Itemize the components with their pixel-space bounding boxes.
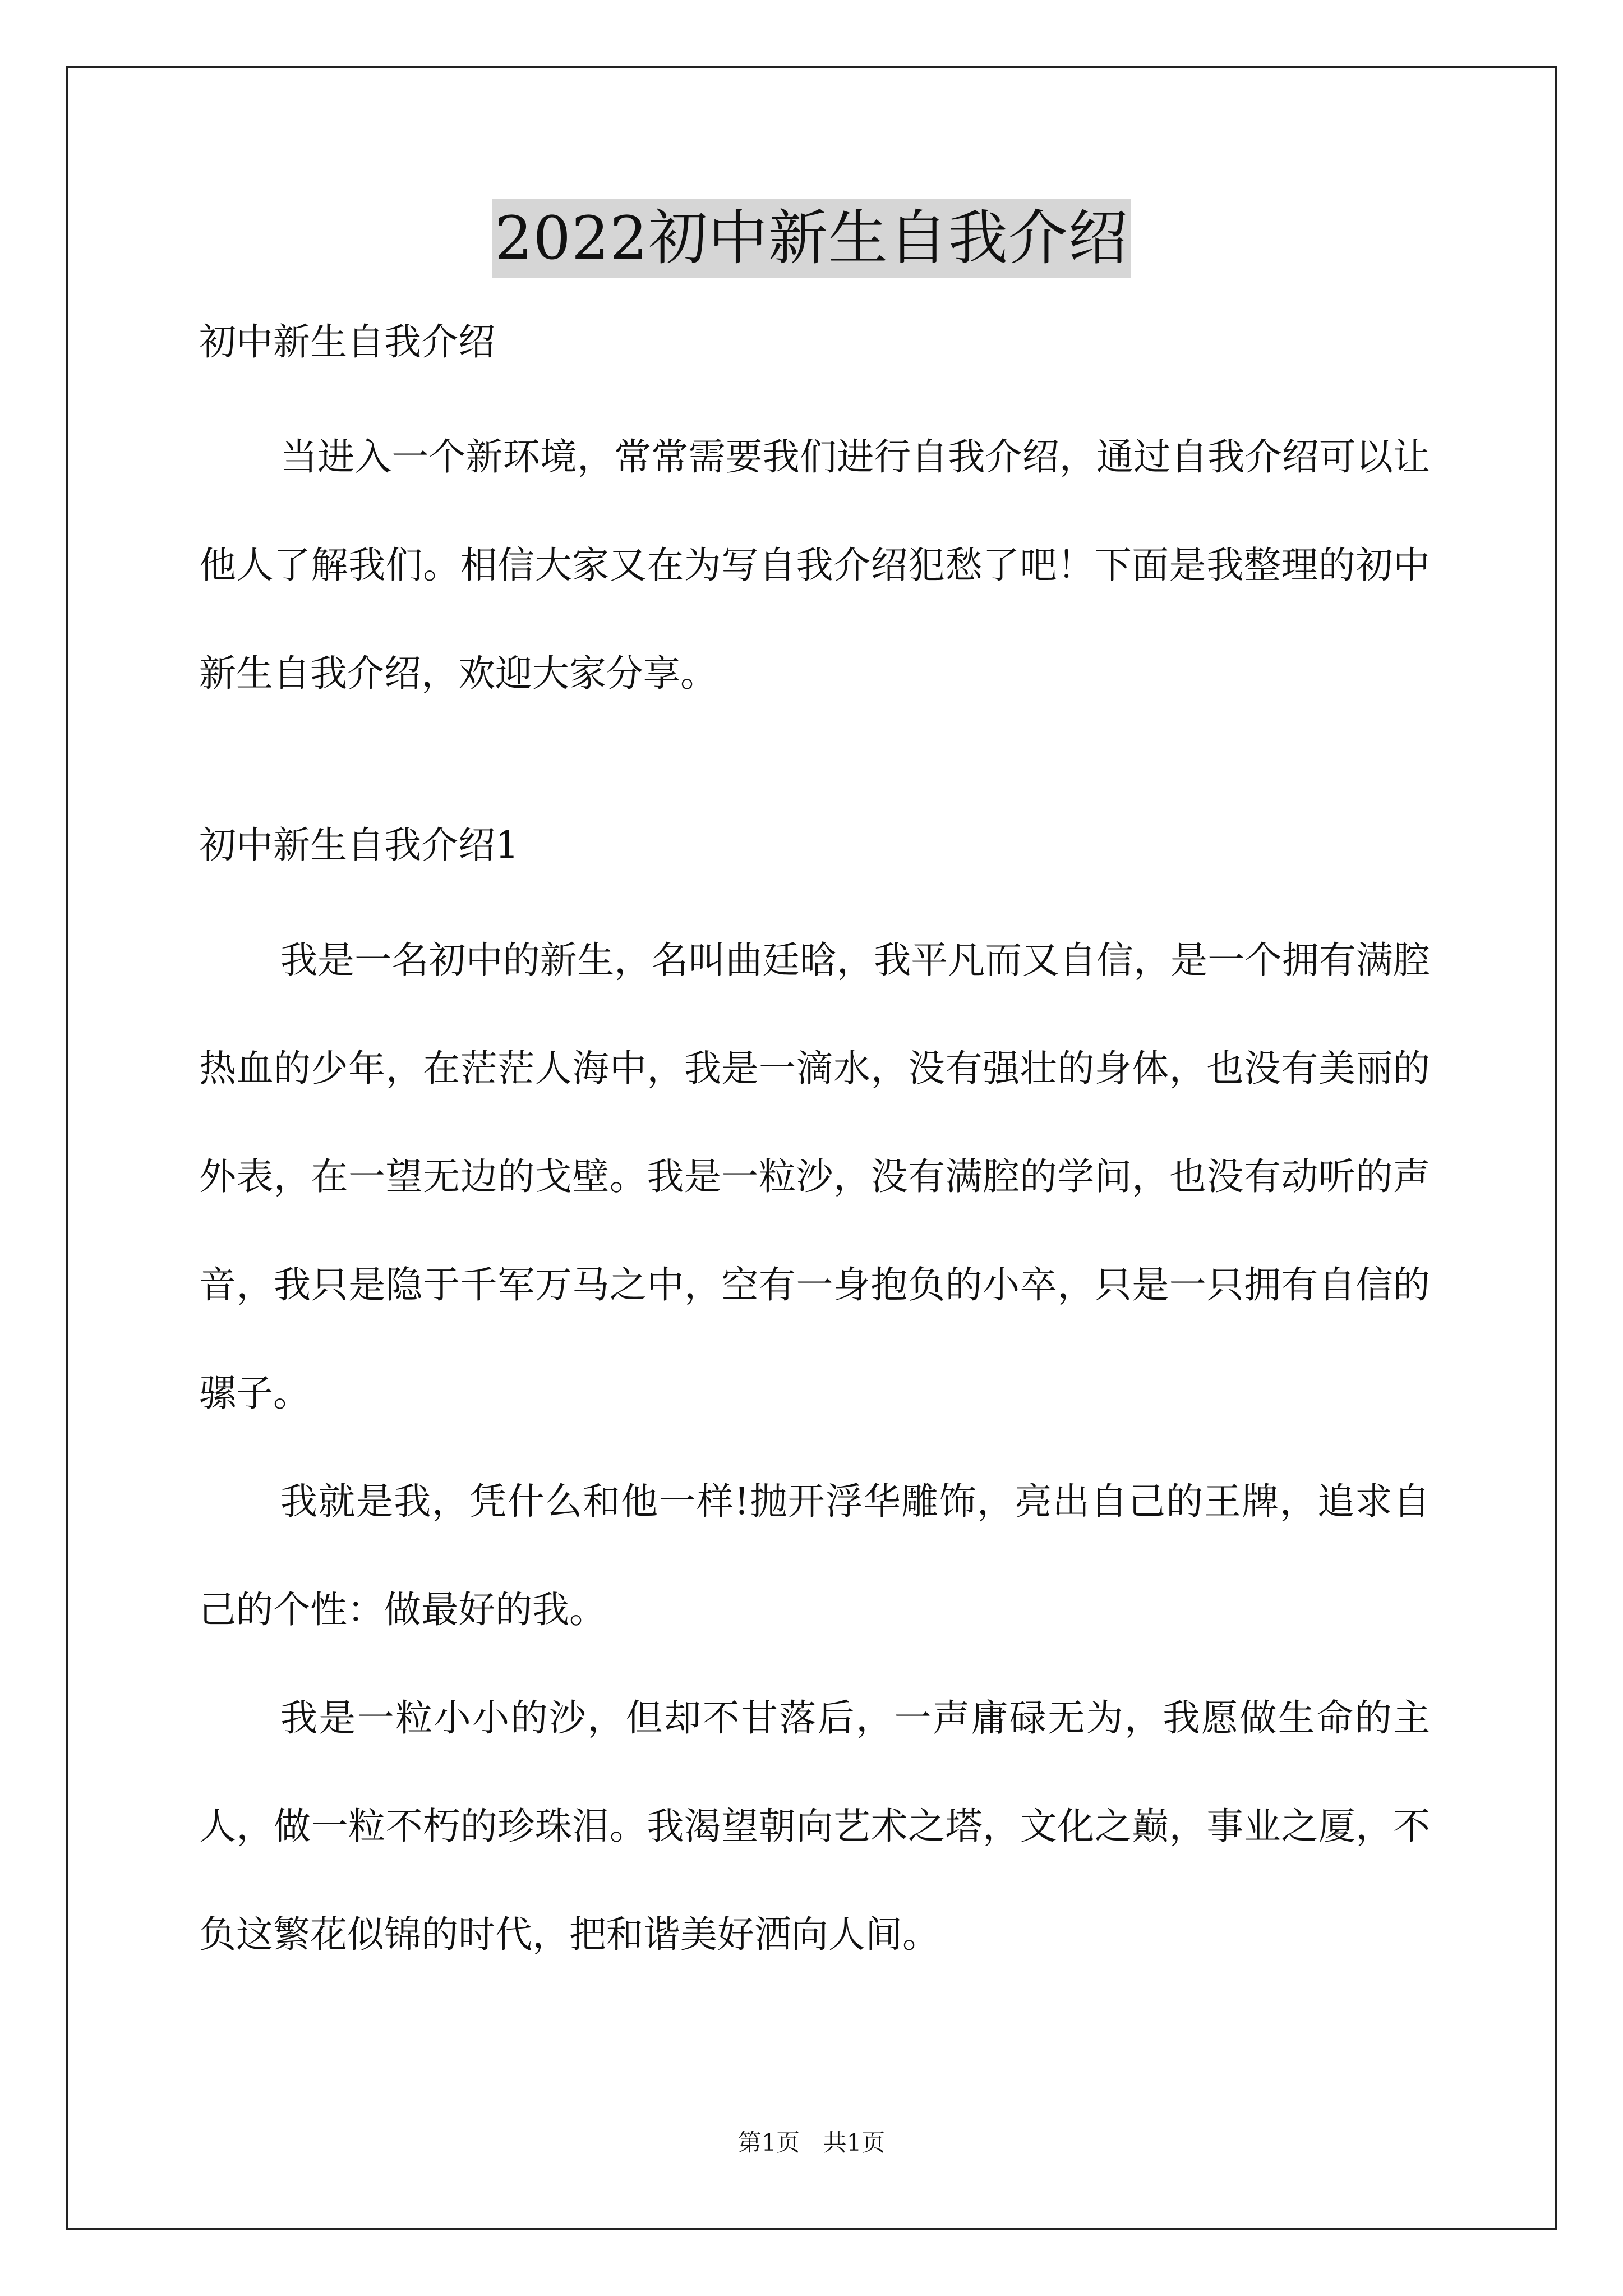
title-container: [0, 199, 1623, 278]
body-paragraph-3: 我是一粒小小的沙，但却不甘落后，一声庸碌无为，我愿做生命的主人，做一粒不朽的珍珠泪。我渴望朝向艺术之塔，文化之巅，事业之厦，不负这繁花似锦的时代，把和谐美好洒向人间。: [199, 1696, 1430, 1956]
page-number-current: 第1页: [737, 2129, 800, 2156]
body-paragraph-1: 我是一名初中的新生，名叫曲廷晗，我平凡而又自信，是一个拥有满腔热血的少年，在茫茫人海中，我是一滴水，没有强壮的身体，也没有美丽的外表，在一望无边的戈壁。我是一粒沙，没有满腔的学问，也没有动听的声音，我只是隐于千军万马之中，空有一身抱负的小卒，只是一只拥有自信的骡子。: [199, 938, 1430, 1415]
spacer: [199, 370, 1430, 403]
document-title: 2022初中新生自我介绍: [492, 199, 1131, 278]
page-footer: [0, 2126, 1623, 2160]
body-paragraph-2: 我就是我，凭什么和他一样!抛开浮华雕饰，亮出自己的王牌，追求自己的个性：做最好的我。: [199, 1480, 1430, 1631]
intro-paragraph: 当进入一个新环境，常常需要我们进行自我介绍，通过自我介绍可以让他人了解我们。相信大家又在为写自我介绍犯愁了吧！下面是我整理的初中新生自我介绍，欢迎大家分享。: [199, 435, 1430, 695]
spacer: [199, 728, 1430, 817]
page-number-total: 共1页: [823, 2129, 886, 2156]
document-body: [199, 314, 1430, 1989]
section-heading-intro: 初中新生自我介绍: [199, 320, 495, 364]
spacer: [199, 873, 1430, 906]
section-heading-1: 初中新生自我介绍1: [199, 823, 519, 867]
